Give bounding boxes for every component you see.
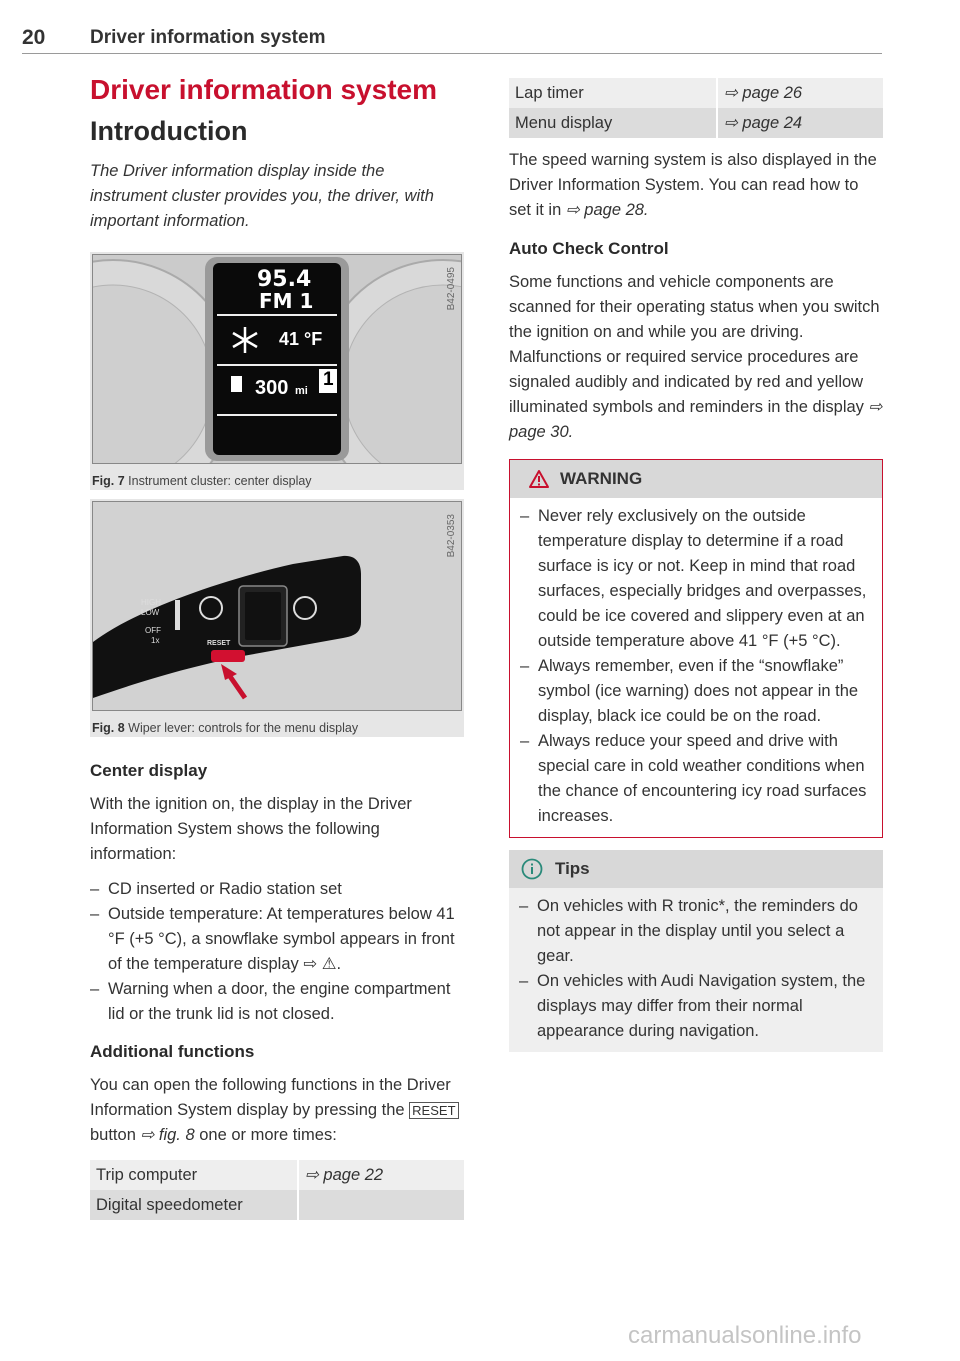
warning-list: [520, 504, 872, 829]
speed-warning-body: The speed warning system is also displayed in the Driver Information System. You can read how to set it in: [509, 151, 877, 219]
speed-warning-text: [509, 148, 883, 223]
figure-8-label: Fig. 8: [92, 721, 125, 735]
reset-key: RESET: [409, 1102, 458, 1119]
page-reference-link[interactable]: ⇨ page 28.: [565, 201, 649, 219]
display-range: 300: [255, 377, 289, 399]
display-gear: 1: [323, 369, 334, 390]
tips-title: Tips: [555, 859, 590, 878]
lever-reset-label: RESET: [207, 640, 231, 647]
list-item: – Warning when a door, the engine compartment lid or the trunk lid is not closed.: [90, 977, 464, 1027]
functions-table-left: [90, 1160, 464, 1220]
auto-check-text: Some functions and vehicle components are scanned for their operating status when you switch the ignition on and while you are driving. Malfunctions or required service procedures are signaled audibly and indicated by red and yellow illuminated symbols and reminders in the display: [509, 273, 880, 416]
figure-8: [90, 499, 464, 737]
list-item: – On vehicles with R tronic*, the reminders do not appear in the display until you select a gear.: [519, 894, 873, 969]
additional-body-text: one or more times:: [199, 1126, 337, 1144]
table-row: [509, 108, 883, 138]
figure-7-caption-text: Instrument cluster: center display: [128, 474, 312, 488]
section-title: Driver information system: [90, 74, 437, 105]
additional-functions-heading: Additional functions: [90, 1042, 255, 1061]
figure-code: B42-0495: [446, 267, 457, 311]
instrument-cluster-image: [92, 254, 462, 464]
figure-code: B42-0353: [446, 514, 457, 558]
list-item: – Outside temperature: At temperatures below 41 °F (+5 °C), a snowflake symbol appears in front of the temperature display ⇨ ⚠.: [90, 902, 464, 977]
functions-table-right: [509, 78, 883, 138]
list-item: – On vehicles with Audi Navigation system, the displays may differ from their normal appearance during navigation.: [519, 969, 873, 1044]
lever-label-low: LOW: [141, 608, 160, 617]
table-row: [90, 1190, 464, 1220]
page-reference-link[interactable]: ⇨ page 24: [717, 108, 883, 138]
page-reference-link: [298, 1190, 464, 1220]
lever-label-off: OFF: [145, 626, 161, 635]
fuel-pump-icon: [231, 376, 242, 392]
right-column: [509, 78, 883, 1052]
center-display-heading: Center display: [90, 761, 208, 780]
warning-triangle-icon: [528, 469, 550, 489]
auto-check-heading: Auto Check Control: [509, 239, 669, 258]
display-range-unit: mi: [295, 385, 308, 397]
function-name: Menu display: [509, 108, 717, 138]
additional-functions-body: [90, 1073, 464, 1148]
page-reference-link[interactable]: ⇨ page 30.: [509, 398, 883, 441]
center-display-body: With the ignition on, the display in the Driver Information System shows the following information:: [90, 795, 412, 863]
function-name: Digital speedometer: [90, 1190, 298, 1220]
page-number: 20: [22, 26, 46, 49]
left-column: [90, 74, 464, 1220]
table-row: [509, 78, 883, 108]
footer-watermark: carmanualsonline.info: [628, 1322, 862, 1349]
figure-8-caption-text: Wiper lever: controls for the menu display: [128, 721, 359, 735]
display-temperature: 41 °F: [279, 329, 323, 349]
figure-reference-link[interactable]: ⇨ fig. 8: [140, 1126, 195, 1144]
function-name: Trip computer: [90, 1160, 298, 1190]
list-item: – Always reduce your speed and drive with special care in cold weather conditions when the chance of encountering icy road surfaces increases.: [520, 729, 872, 829]
tips-body: [509, 888, 883, 1052]
subsection-title: Introduction: [90, 116, 248, 146]
auto-check-body: [509, 270, 883, 445]
center-display-list: [90, 877, 464, 1027]
table-row: [90, 1160, 464, 1190]
display-band: FM 1: [259, 289, 314, 313]
additional-body-text: button: [90, 1126, 136, 1144]
tips-box: [509, 850, 883, 1052]
page-reference-link[interactable]: ⇨ page 22: [298, 1160, 464, 1190]
warning-title: WARNING: [560, 469, 643, 488]
list-item: – CD inserted or Radio station set: [90, 877, 464, 902]
figure-7-label: Fig. 7: [92, 474, 125, 488]
warning-box: [509, 459, 883, 838]
lever-label-high: HIGH: [141, 598, 161, 607]
additional-body-text: You can open the following functions in the Driver Information System display by pressing the: [90, 1076, 451, 1119]
list-item: – Never rely exclusively on the outside temperature display to determine if a road surface is icy or not. Keep in mind that road surfaces, especially bridges and overpasses, could be ice covered and slippery even at an outside temperature above 41 °F (+5 °C).: [520, 504, 872, 654]
tips-list: [519, 894, 873, 1044]
display-frequency: 95.4: [257, 267, 312, 292]
intro-text: The Driver information display inside the instrument cluster provides you, the driver, with important information.: [90, 162, 434, 230]
lever-label-1x: 1x: [151, 636, 160, 645]
info-icon: [521, 858, 543, 880]
page-reference-link[interactable]: ⇨ page 26: [717, 78, 883, 108]
wiper-lever-image: [92, 501, 462, 711]
figure-7: [90, 252, 464, 490]
figure-7-caption: [92, 474, 312, 488]
running-header: Driver information system: [90, 27, 326, 48]
figure-8-caption: [92, 721, 358, 735]
header-divider: [22, 53, 882, 54]
tips-header: [509, 850, 883, 888]
warning-body: [510, 498, 882, 837]
list-item: – Always remember, even if the “snowflake” symbol (ice warning) does not appear in the display, black ice could be on the road.: [520, 654, 872, 729]
function-name: Lap timer: [509, 78, 717, 108]
warning-header: [510, 460, 882, 498]
